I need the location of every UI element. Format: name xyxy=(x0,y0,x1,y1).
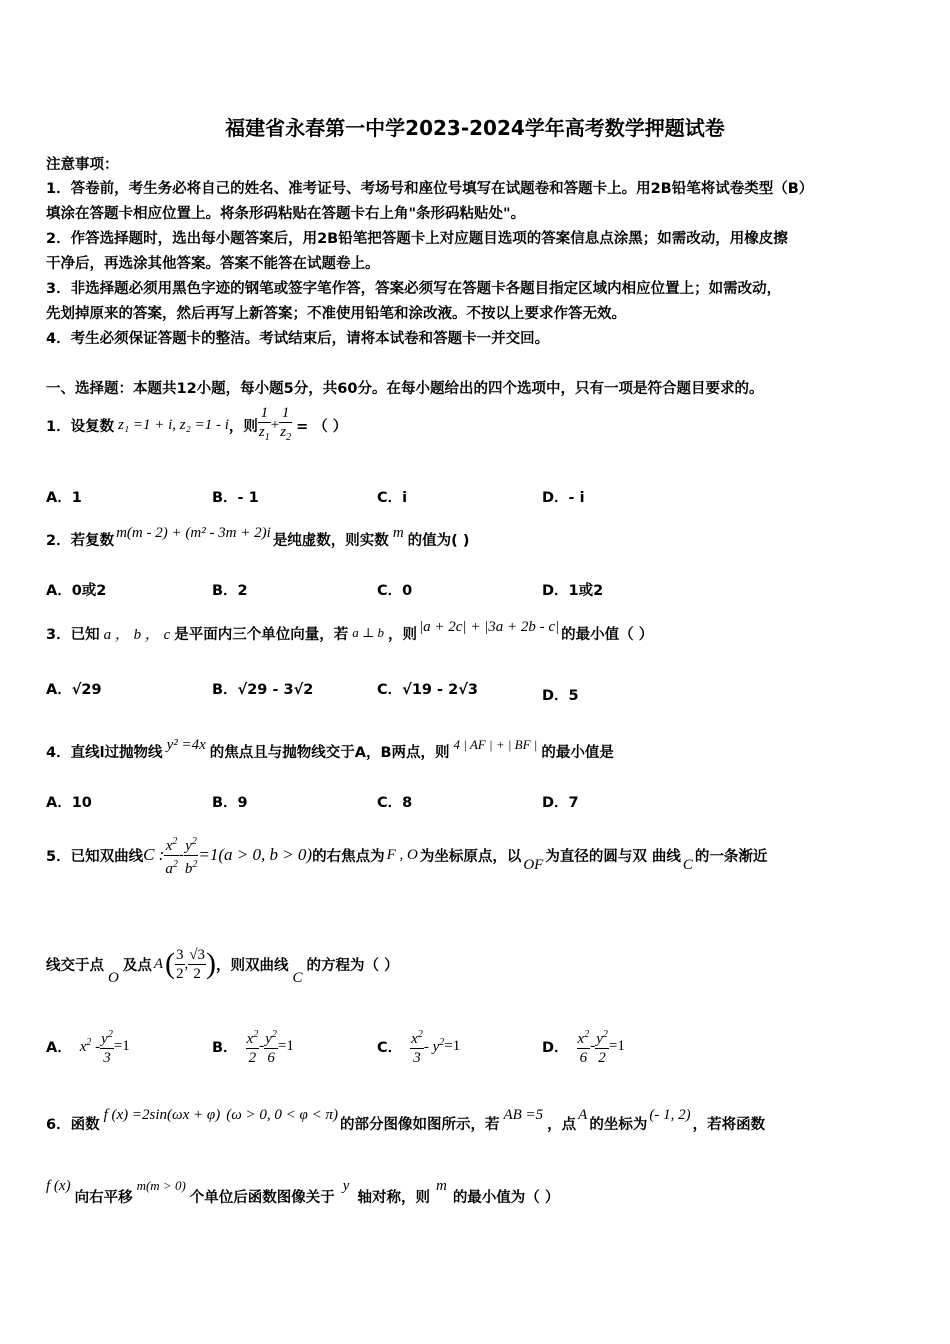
q4-option-b: B．9 xyxy=(212,795,248,811)
q2-expression: m(m - 2) + (m² - 3m + 2)i xyxy=(116,524,271,541)
q3-prefix: 3．已知 xyxy=(46,626,100,643)
question-5-line2: 线交于点 O 及点 A ( $\frac{3}{2}$ , $\frac{√3}{2}$ ) ，则双曲线 C 的方程为（ ） xyxy=(46,946,399,986)
q5-coord-x: $\frac{3}{2}$ xyxy=(176,946,184,982)
q1-option-a: A．1 xyxy=(46,490,82,506)
q5-option-b: B． $\frac{x^2}{2}$ - $\frac{y^2}{6}$ =1 xyxy=(212,1020,294,1072)
q3-option-b: B．√29 - 3√2 xyxy=(212,682,314,698)
q5-line2-prefix: 线交于点 xyxy=(46,957,104,974)
notice-heading: 注意事项： xyxy=(46,157,119,173)
q5-point-o: O xyxy=(108,969,119,986)
q5-circle-text: 为直径的圆与双 曲线 xyxy=(545,848,681,865)
q5-frac-x: $\frac{x^2}{a^2}$ xyxy=(164,833,179,878)
q5-prefix: 5．已知双曲线 xyxy=(46,848,144,865)
q1-option-b: B．- 1 xyxy=(212,490,259,506)
q6-shift-text: 向右平移 xyxy=(74,1189,133,1206)
question-6-line2 xyxy=(46,1175,559,1217)
q6-symmetry-text: 个单位后函数图像关于 xyxy=(189,1189,335,1206)
q5-option-d: D． $\frac{x^2}{6}$ - $\frac{y^2}{2}$ =1 xyxy=(542,1020,625,1072)
question-4 xyxy=(46,734,614,768)
q2-option-c: C．0 xyxy=(377,583,413,599)
q4-parabola: y² =4x xyxy=(166,736,206,753)
q4-option-d: D．7 xyxy=(542,795,579,811)
q5-coord-y: $\frac{√3}{2}$ xyxy=(189,946,205,982)
q6-line2-suffix: 的最小值为（ ） xyxy=(452,1189,560,1206)
q3-expression: |a + 2c| + |3a + 2b - c| xyxy=(419,618,560,635)
q1-suffix: = （ ） xyxy=(296,418,348,435)
q5-condition: =1(a > 0, b > 0) xyxy=(198,845,313,864)
q6-segment: AB =5 xyxy=(503,1106,544,1123)
q3-option-a: A．√29 xyxy=(46,682,102,698)
q4-prefix: 4．直线l过抛物线 xyxy=(46,744,163,761)
q6-coordinate: (- 1, 2) xyxy=(649,1106,691,1123)
q1-option-d: D．- i xyxy=(542,490,585,506)
notice-line: 4．考生必须保证答题卡的整洁。考试结束后，请将本试卷和答题卡一并交回。 xyxy=(46,331,550,347)
question-5: 5．已知双曲线 C : $\frac{x^2}{a^2}$ - $\frac{y^2}{b^2}$ =1(a > 0, b > 0) 的右焦点为 F , O 为坐标原点，以 OF 为直径的圆与双 曲线 C 的一条渐近 xyxy=(46,826,767,884)
q5-origin-text: 为坐标原点，以 xyxy=(419,848,522,865)
q6-shift-amount: m(m > 0) xyxy=(136,1178,186,1193)
q4-suffix: 的最小值是 xyxy=(541,744,614,761)
q6-condition: (ω > 0, 0 < φ < π) xyxy=(226,1106,338,1123)
q5-line2-then: ，则双曲线 xyxy=(216,957,289,974)
q4-option-c: C．8 xyxy=(377,795,413,811)
section-heading: 一、选择题：本题共12小题，每小题5分，共60分。在每小题给出的四个选项中，只有一项是符合题目要求的。 xyxy=(46,381,764,397)
q5-line2-suffix: 的方程为（ ） xyxy=(306,957,399,974)
q3-middle: 是平面内三个单位向量，若 xyxy=(174,626,349,643)
q5-focus-text: 的右焦点为 xyxy=(312,848,385,865)
q3-condition: a ⊥ b xyxy=(352,625,384,640)
q5-suffix: 的一条渐近 xyxy=(694,848,768,865)
q1-fraction-1: $\frac{1}{z_1}$ xyxy=(258,404,270,443)
q1-complex-def: z₁ =1 + i, z₂ =1 - i xyxy=(118,416,229,433)
q5-segment: OF xyxy=(523,856,544,873)
q6-variable-m: m xyxy=(435,1177,447,1194)
q5-option-c: C． $\frac{x^2}{3}$ - $y^2$ =1 xyxy=(377,1020,460,1072)
q2-middle: 是纯虚数，则实数 xyxy=(272,532,389,549)
q2-prefix: 2．若复数 xyxy=(46,532,115,549)
q3-vectors: a ， b ， c xyxy=(103,626,171,643)
q6-axis-text: 轴对称，则 xyxy=(357,1189,430,1206)
q2-option-d: D．1或2 xyxy=(542,583,604,599)
q6-prefix: 6．函数 xyxy=(46,1116,100,1133)
q1-option-c: C．i xyxy=(377,490,408,506)
q4-expression: 4 | AF | + | BF | xyxy=(453,737,538,752)
q6-suffix: ，若将函数 xyxy=(692,1116,766,1133)
notice-line: 1．答卷前，考生务必将自己的姓名、准考证号、考场号和座位号填写在试题卷和答题卡上。用2B铅笔将试卷类型（B） xyxy=(46,181,814,197)
question-2 xyxy=(46,522,469,556)
q6-point-a: A xyxy=(578,1106,588,1123)
q3-suffix: 的最小值（ ） xyxy=(561,626,654,643)
q6-coord-text: 的坐标为 xyxy=(589,1116,648,1133)
q6-graph-text: 的部分图像如图所示，若 xyxy=(339,1116,500,1133)
q6-y-axis: y xyxy=(342,1177,350,1194)
q5-curve-2: C xyxy=(292,969,303,986)
q6-function-2: f (x) xyxy=(46,1177,71,1194)
notice-line: 先划掉原来的答案，然后再写上新答案；不准使用铅笔和涂改液。不按以上要求作答无效。 xyxy=(46,306,626,322)
q2-option-a: A．0或2 xyxy=(46,583,107,599)
q4-middle: 的焦点且与抛物线交于A，B两点，则 xyxy=(209,744,450,761)
question-6 xyxy=(46,1102,765,1144)
q5-option-a: A． $x^2$ - $\frac{y^2}{3}$ =1 xyxy=(46,1020,130,1072)
q3-then: ，则 xyxy=(388,626,417,643)
q2-variable: m xyxy=(392,524,404,541)
notice-line: 2．作答选择题时，选出每小题答案后，用2B铅笔把答题卡上对应题目选项的答案信息点涂黑；如需改动，用橡皮擦 xyxy=(46,231,788,247)
q6-function: f (x) =2sin(ωx + φ) xyxy=(103,1106,221,1123)
q2-option-b: B．2 xyxy=(212,583,248,599)
q1-fraction-2: $\frac{1}{z_2}$ xyxy=(280,404,292,443)
q1-then: ，则 xyxy=(228,418,258,435)
notice-line: 干净后，再选涂其他答案。答案不能答在试题卷上。 xyxy=(46,256,380,272)
q2-suffix: 的值为( ) xyxy=(407,532,470,549)
question-3 xyxy=(46,616,653,650)
notice-line: 填涂在答题卡相应位置上。将条形码粘贴在答题卡右上角"条形码粘贴处"。 xyxy=(46,206,526,222)
q5-line2-and: 及点 xyxy=(122,957,152,974)
q1-prefix: 1．设复数 xyxy=(46,418,115,435)
q3-option-c: C．√19 - 2√3 xyxy=(377,682,478,698)
q5-curve: C xyxy=(682,856,693,873)
q5-points: F , O xyxy=(386,846,418,863)
q5-point-a: A xyxy=(153,955,164,972)
notice-line: 3．非选择题必须用黑色字迹的钢笔或签字笔作答，答案必须写在答题卡各题目指定区域内相应位置上；如需改动， xyxy=(46,281,782,297)
question-1: 1．设复数 z₁ =1 + i, z₂ =1 - i ，则 $\frac{1}{z_1}$ + $\frac{1}{z_2}$ = （ ） xyxy=(46,402,347,448)
q5-frac-y: $\frac{y^2}{b^2}$ xyxy=(184,833,199,878)
page-title: 福建省永春第一中学2023-2024学年高考数学押题试卷 xyxy=(225,116,725,140)
q6-point-text: ，点 xyxy=(547,1116,577,1133)
q3-option-d: D．5 xyxy=(542,688,579,704)
q4-option-a: A．10 xyxy=(46,795,92,811)
